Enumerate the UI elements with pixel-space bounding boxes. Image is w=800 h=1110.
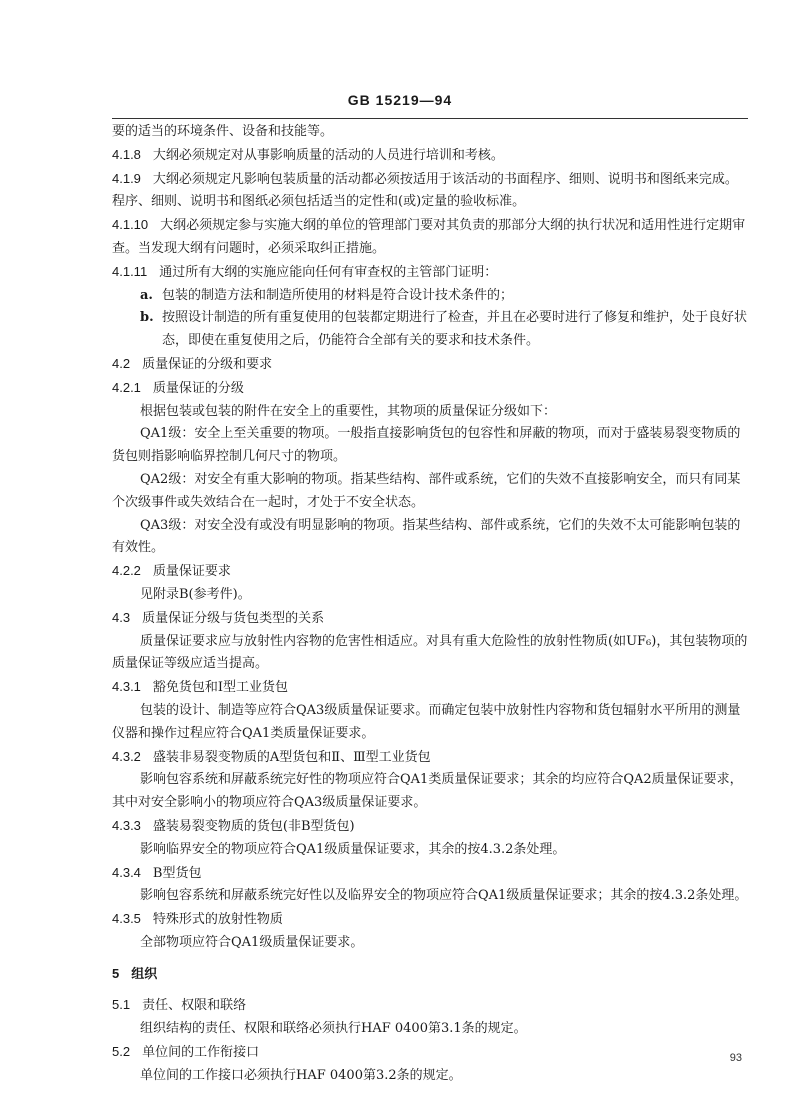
list-item-a: a. 包装的制造方法和制造所使用的材料是符合设计技术条件的； bbox=[140, 287, 514, 303]
clause-5-2: 5.2 单位间的工作衔接口 bbox=[112, 1044, 260, 1061]
clause-4-3-4: 4.3.4 B型货包 bbox=[112, 864, 202, 881]
paragraph-qa3: QA3级：对安全没有或没有明显影响的物项。指某些结构、部件或系统，它们的失效不太可能影响包装的有效性。 bbox=[112, 517, 741, 556]
clause-4-3-2: 4.3.2 盛装非易裂变物质的A型货包和Ⅱ、Ⅲ型工业货包 bbox=[112, 748, 431, 765]
clause-4-2-1: 4.2.1 质量保证的分级 bbox=[112, 379, 244, 396]
clause-4-3-3: 4.3.3 盛装易裂变物质的货包(非B型货包) bbox=[112, 817, 355, 834]
clause-4-3-5: 4.3.5 特殊形式的放射性物质 bbox=[112, 911, 283, 928]
standard-code-header: GB 15219—94 bbox=[347, 92, 453, 108]
paragraph-appendix-ref: 见附录B(参考件)。 bbox=[140, 586, 251, 602]
paragraph-4-3-1-body: 包装的设计、制造等应符合QA3级质量保证要求。而确定包装中放射性内容物和货包辐射水平所用的测量仪器和操作过程应符合QA1类质量保证要求。 bbox=[112, 702, 741, 741]
section-4-2-heading: 4.2 质量保证的分级和要求 bbox=[112, 355, 273, 372]
paragraph-4-3-4-body: 影响包容系统和屏蔽系统完好性以及临界安全的物项应符合QA1级质量保证要求；其余的按4.3.2条处理。 bbox=[140, 888, 748, 904]
clause-5-1: 5.1 责任、权限和联络 bbox=[112, 997, 247, 1014]
clause-4-1-8: 4.1.8 大纲必须规定对从事影响质量的活动的人员进行培训和考核。 bbox=[112, 146, 504, 163]
paragraph-5-2-body: 单位间的工作接口必须执行HAF 0400第3.2条的规定。 bbox=[140, 1067, 462, 1083]
page-number: 93 bbox=[729, 1052, 742, 1064]
paragraph-5-1-body: 组织结构的责任、权限和联络必须执行HAF 0400第3.1条的规定。 bbox=[140, 1021, 527, 1037]
list-item-b: b. 按照设计制造的所有重复使用的包装都定期进行了检查，并且在必要时进行了修复和维护，处于良好状态，即使在重复使用之后，仍能符合全部有关的要求和技术条件。 bbox=[140, 310, 748, 349]
document-body bbox=[112, 121, 748, 1088]
paragraph-classification-intro: 根据包装或包装的附件在安全上的重要性，其物项的质量保证分级如下： bbox=[140, 403, 557, 419]
paragraph-4-3-body: 质量保证要求应与放射性内容物的危害性相适应。对具有重大危险性的放射性物质(如UF₆)，其包装物项的质量保证等级应适当提高。 bbox=[112, 633, 748, 672]
clause-4-1-11: 4.1.11 通过所有大纲的实施应能向任何有审查权的主管部门证明： bbox=[112, 263, 498, 280]
clause-4-1-9: 4.1.9 大纲必须规定凡影响包装质量的活动都必须按适用于该活动的书面程序、细则、说明书和图纸来完成。程序、细则、说明书和图纸必须包括适当的定性和(或)定量的验收标准。 bbox=[112, 170, 738, 210]
clause-4-3-1: 4.3.1 豁免货包和Ⅰ型工业货包 bbox=[112, 679, 289, 696]
clause-4-1-10: 4.1.10 大纲必须规定参与实施大纲的单位的管理部门要对其负责的那部分大纲的执行状况和适用性进行定期审查。当发现大纲有问题时，必须采取纠正措施。 bbox=[112, 217, 746, 256]
paragraph-qa2: QA2级：对安全有重大影响的物项。指某些结构、部件或系统，它们的失效不直接影响安全，而只有同某个次级事件或失效结合在一起时，才处于不安全状态。 bbox=[112, 471, 741, 510]
clause-4-2-2: 4.2.2 质量保证要求 bbox=[112, 563, 231, 580]
paragraph-4-3-2-body: 影响包容系统和屏蔽系统完好性的物项应符合QA1类质量保证要求；其余的均应符合QA2质量保证要求，其中对安全影响小的物项应符合QA3级质量保证要求。 bbox=[112, 772, 743, 811]
header-rule bbox=[112, 118, 748, 119]
chapter-5-heading: 5 组织 bbox=[112, 965, 158, 982]
paragraph-4-3-5-body: 全部物项应符合QA1级质量保证要求。 bbox=[140, 934, 364, 950]
paragraph-qa1: QA1级：安全上至关重要的物项。一般指直接影响货包的包容性和屏蔽的物项，而对于盛装易裂变物质的货包则指影响临界控制几何尺寸的物项。 bbox=[112, 426, 741, 465]
paragraph-4-3-3-body: 影响临界安全的物项应符合QA1级质量保证要求，其余的按4.3.2条处理。 bbox=[140, 841, 566, 857]
paragraph-continuation: 要的适当的环境条件、设备和技能等。 bbox=[112, 124, 334, 139]
section-4-3-heading: 4.3 质量保证分级与货包类型的关系 bbox=[112, 609, 325, 626]
